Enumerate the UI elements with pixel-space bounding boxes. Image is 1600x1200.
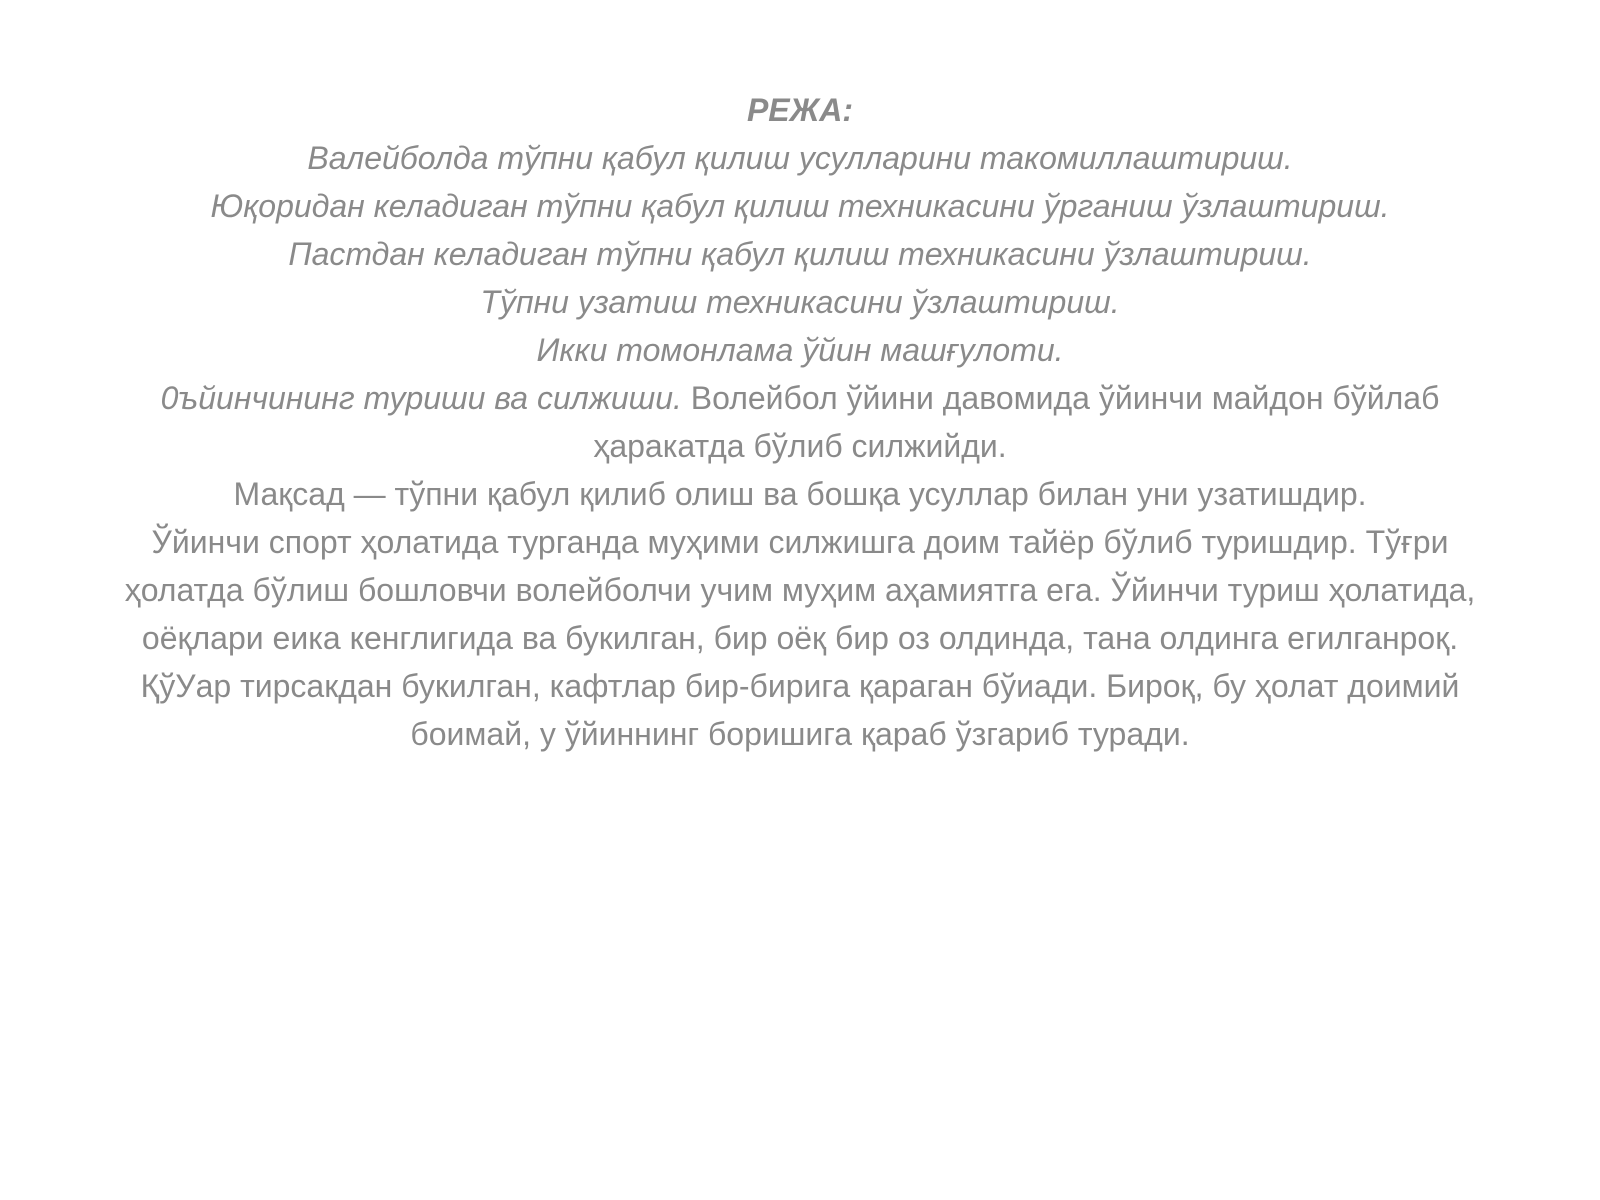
plan-item-2: Юқоридан келадиган тўпни қабул қилиш техникасини ўрганиш ўзлаштириш. <box>210 188 1390 224</box>
plan-item-4: Тўпни узатиш техникасини ўзлаштириш. <box>480 284 1120 320</box>
lead-heading: 0ъйинчининг туриши ва силжиши. <box>160 380 682 416</box>
plan-item-1: Валейболда тўпни қабул қилиш усулларини такомиллаштириш. <box>307 140 1293 176</box>
lead-paragraph <box>110 374 1490 470</box>
plan-item-3: Пастдан келадиган тўпни қабул қилиш техникасини ўзлаштириш. <box>288 236 1312 272</box>
plan-title: РЕЖА: <box>746 92 854 128</box>
lead-text: Волейбол ўйини давомида ўйинчи майдон бўйлаб ҳаракатда бўлиб силжийди. <box>593 380 1440 464</box>
goal-paragraph: Мақсад — тўпни қабул қилиб олиш ва бошқа усуллар билан уни узатишдир. <box>233 476 1367 512</box>
stance-paragraph: Ўйинчи спорт ҳолатида турганда муҳими силжишга доим тайёр бўлиб туришдир. Тўғри ҳолатда бўлиш бошловчи волейболчи учим муҳим аҳамиятга ега. Ўйинчи туриш ҳолатида, оёқлари еика кенглигида ва букилган, бир оёқ бир оз олдинда, тана олдинга егилганроқ. ҚўУар тирсакдан букилган, кафтлар бир-бирига қараган бўиади. Бироқ, бу ҳолат доимий боимай, у ўйиннинг боришига қараб ўзгариб туради. <box>124 524 1476 752</box>
slide-content <box>110 86 1490 758</box>
plan-item-5: Икки томонлама ўйин машғулоти. <box>536 332 1064 368</box>
